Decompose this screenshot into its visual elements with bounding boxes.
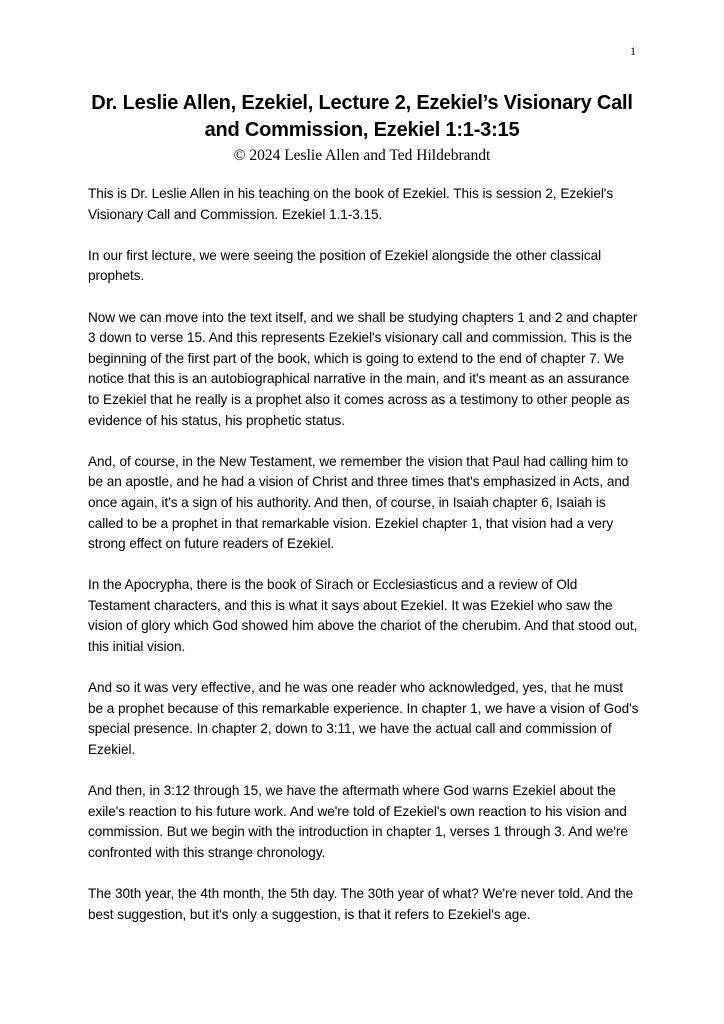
- page-number: 1: [630, 44, 636, 58]
- paragraph: In our first lecture, we were seeing the position of Ezekiel alongside the other classical prophets.: [88, 247, 602, 284]
- paragraph: [88, 678, 640, 760]
- paragraph: Now we can move into the text itself, and we shall be studying chapters 1 and 2 and chapter 3 down to verse 15. And this represents Ezekiel's visionary call and commission. This is the beginning of the first part of the book, which is going to extend to the end of chapter 7. We notice that this is an autobiographical narrative in the main, and it's meant as an assurance to Ezekiel that he really is a prophet also it comes across as a testimony to other people as evidence of his status, his prophetic status.: [88, 309, 638, 428]
- paragraph: This is Dr. Leslie Allen in his teaching on the book of Ezekiel. This is session 2, Ezekiel's Visionary Call and Commission. Ezekiel 1.1-3.15.: [88, 186, 614, 222]
- paragraph: And then, in 3:12 through 15, we have the aftermath where God warns Ezekiel about the exile's reaction to his future work. And we're told of Ezekiel's own reaction to his vision and commission. But we begin with the introduction in chapter 1, verses 1 through 3. And we're confronted with this strange chronology.: [88, 783, 628, 860]
- paragraph-text: he must be a prophet because of this remarkable experience. In chapter 1, we have a vision of God's special presence. In chapter 2, down to 3:11, we have the actual call and commission of Ezekiel.: [88, 680, 639, 758]
- paragraph: In the Apocrypha, there is the book of Sirach or Ecclesiasticus and a review of Old Testament characters, and this is what it says about Ezekiel. It was Ezekiel who saw the vision of glory which God showed him above the chariot of the cherubim. And that stood out, this initial vision.: [88, 577, 638, 655]
- serif-word: that: [551, 680, 572, 696]
- copyright-line: © 2024 Leslie Allen and Ted Hildebrandt: [233, 147, 491, 164]
- paragraph-text: And so it was very effective, and he was one reader who acknowledged, yes,: [88, 680, 551, 696]
- lecture-body: [88, 184, 640, 946]
- document-title: Dr. Leslie Allen, Ezekiel, Lecture 2, Ezekiel’s Visionary Call and Commission, Ezekiel 1:1-3:15: [91, 92, 633, 141]
- paragraph: The 30th year, the 4th month, the 5th day. The 30th year of what? We're never told. And the best suggestion, but it's only a suggestion, is that it refers to Ezekiel's age.: [88, 886, 634, 922]
- paragraph: And, of course, in the New Testament, we remember the vision that Paul had calling him to be an apostle, and he had a vision of Christ and three times that's emphasized in Acts, and once again, it's a sign of his authority. And then, of course, in Isaiah chapter 6, Isaiah is called to be a prophet in that remarkable vision. Ezekiel chapter 1, that vision had a very strong effect on future readers of Ezekiel.: [88, 453, 630, 552]
